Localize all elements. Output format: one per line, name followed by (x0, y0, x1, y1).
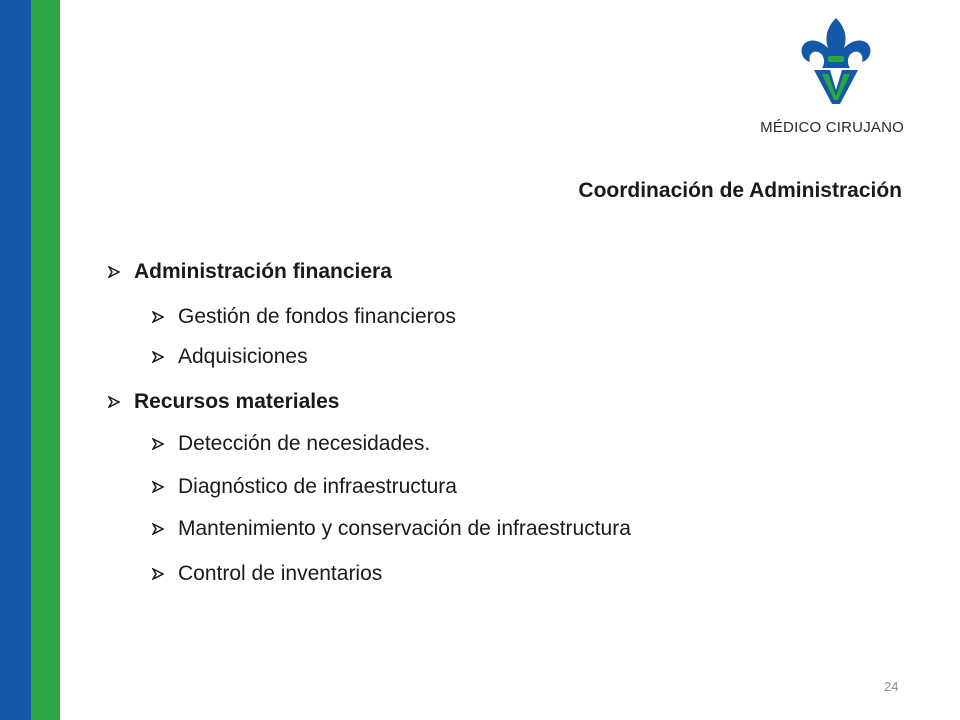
list-item (152, 476, 457, 497)
arrow-bullet-icon (152, 481, 164, 493)
list-item-label: Detección de necesidades. (178, 432, 431, 455)
list-item (152, 563, 382, 584)
page-title: Coordinación de Administración (578, 179, 902, 202)
program-name: MÉDICO CIRUJANO (760, 119, 904, 136)
arrow-bullet-icon (152, 568, 164, 580)
list-item (152, 518, 631, 539)
arrow-bullet-icon (108, 266, 120, 278)
list-item-label: Control de inventarios (178, 562, 383, 585)
list-item-label: Diagnóstico de infraestructura (178, 475, 457, 498)
arrow-bullet-icon (152, 523, 164, 535)
page-number: 24 (884, 679, 899, 694)
list-item (152, 433, 430, 454)
arrow-bullet-icon (152, 311, 164, 323)
list-item (152, 306, 456, 327)
list-item (108, 391, 339, 412)
arrow-bullet-icon (152, 438, 164, 450)
list-item (152, 346, 308, 367)
list-item-label: Adquisiciones (178, 345, 308, 368)
list-item-label: Mantenimiento y conservación de infraestructura (178, 517, 631, 540)
list-item-label: Administración financiera (134, 260, 392, 283)
arrow-bullet-icon (108, 396, 120, 408)
arrow-bullet-icon (152, 351, 164, 363)
list-item-label: Gestión de fondos financieros (178, 305, 456, 328)
list-item (108, 261, 392, 282)
list-item-label: Recursos materiales (134, 390, 340, 413)
